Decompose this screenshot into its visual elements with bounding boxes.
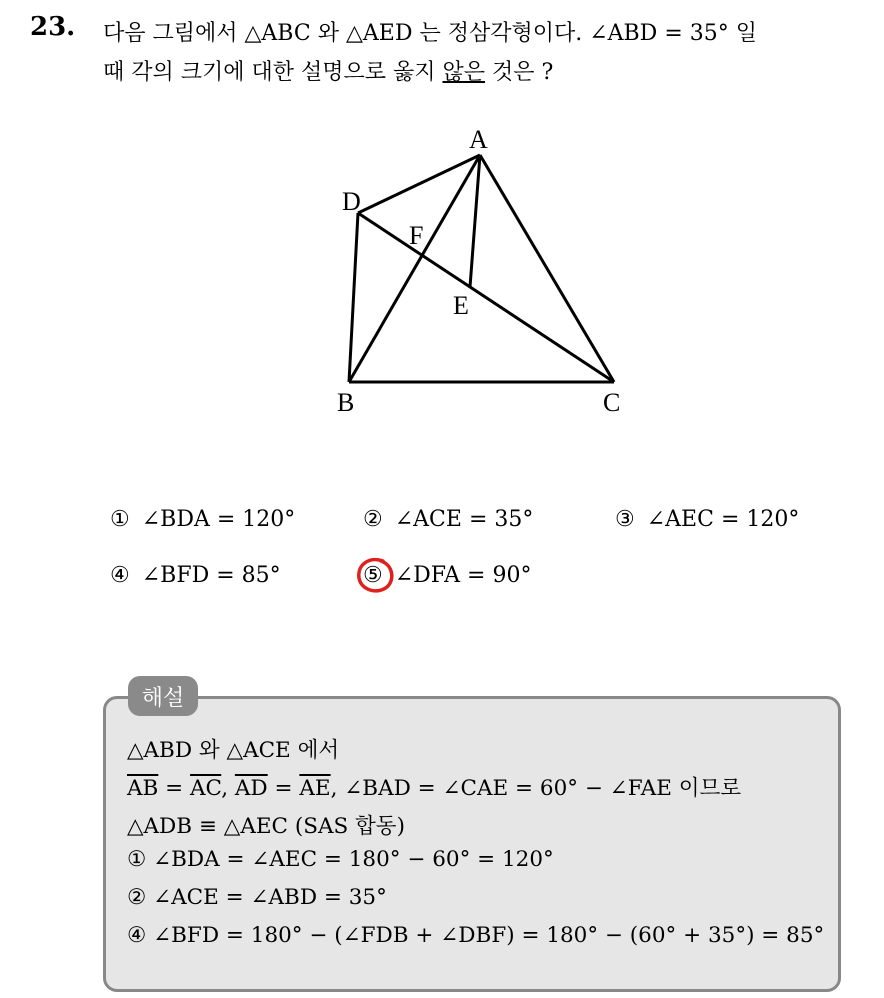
choice-3[interactable]: ③ ∠AEC = 120° xyxy=(615,507,800,532)
solution-line-6: ④ ∠BFD = 180° − (∠FDB + ∠DBF) = 180° − (60° + 35°) = 85° xyxy=(127,923,825,948)
solution-line-4: ① ∠BDA = ∠AEC = 180° − 60° = 120° xyxy=(127,847,554,872)
label-D: D xyxy=(342,187,361,216)
question-number: 23. xyxy=(30,12,76,42)
solution-line-1: △ABD 와 △ACE 에서 xyxy=(127,738,340,763)
segment-CA xyxy=(480,155,614,382)
choice-5[interactable]: ⑤ ∠DFA = 90° xyxy=(363,563,532,588)
segment-AE xyxy=(470,155,480,287)
choice-2[interactable]: ② ∠ACE = 35° xyxy=(363,507,534,532)
underlined-word: 않은 xyxy=(442,60,486,85)
solution-line-3: △ADB ≡ △AEC (SAS 합동) xyxy=(127,814,405,839)
question-text-line2: 때 각의 크기에 대한 설명으로 옳지 않은 것은 ? xyxy=(103,60,554,85)
solution-tag: 해설 xyxy=(128,676,198,716)
choice-4[interactable]: ④ ∠BFD = 85° xyxy=(110,563,281,588)
triangle-figure xyxy=(320,120,640,420)
solution-line-5: ② ∠ACE = ∠ABD = 35° xyxy=(127,885,387,910)
segment-DB xyxy=(349,213,358,382)
label-F: F xyxy=(409,221,424,250)
label-C: C xyxy=(603,388,621,417)
label-B: B xyxy=(337,388,355,417)
label-E: E xyxy=(453,291,469,320)
choice-1[interactable]: ① ∠BDA = 120° xyxy=(110,507,296,532)
segment-AB xyxy=(349,155,480,382)
label-A: A xyxy=(469,125,488,154)
question-text-line1: 다음 그림에서 △ABC 와 △AED 는 정삼각형이다. ∠ABD = 35° 일 xyxy=(103,21,757,46)
solution-line-2: $\overline{AB} = \overline{AC}$, $\overline{AD} = \overline{AE}$, ∠BAD = ∠CAE = 60° − ∠FAE 이므로 xyxy=(127,776,742,801)
